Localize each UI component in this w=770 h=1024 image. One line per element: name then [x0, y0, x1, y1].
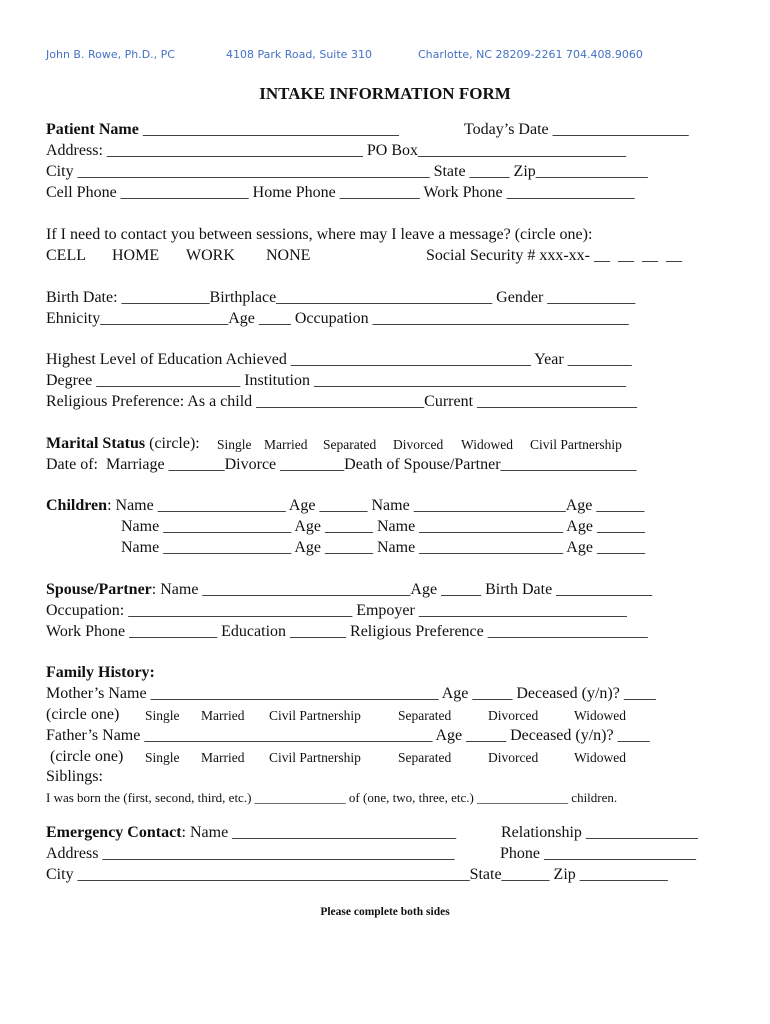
marital-status-row [46, 434, 200, 454]
children-row-3[interactable]: Name ________________ Age ______ Name __________________ Age ______ [121, 539, 645, 556]
marital-married[interactable]: Married [264, 437, 308, 452]
mother-widowed[interactable]: Widowed [574, 708, 626, 723]
father-single[interactable]: Single [145, 750, 180, 765]
marital-divorced[interactable]: Divorced [393, 437, 444, 452]
spouse-work-field[interactable]: Work Phone ___________ Education _______ Religious Preference ____________________ [46, 623, 648, 640]
children-label: Children [46, 497, 108, 514]
option-none[interactable]: NONE [266, 247, 311, 264]
children-row-1[interactable] [46, 496, 644, 516]
marital-single[interactable]: Single [217, 437, 252, 452]
birth-order-field[interactable]: I was born the (first, second, third, etc.) ______________ of (one, two, three, etc.) ______________ children. [46, 790, 618, 805]
address-field[interactable]: Address: ________________________________ PO Box__________________________ [46, 142, 627, 159]
mother-separated[interactable]: Separated [398, 708, 452, 723]
option-home[interactable]: HOME [112, 247, 160, 264]
marital-circle-label: (circle): [145, 435, 200, 452]
option-work[interactable]: WORK [186, 247, 235, 264]
marital-separated[interactable]: Separated [323, 437, 377, 452]
family-history-heading: Family History: [46, 664, 155, 681]
mother-civil-partnership[interactable]: Civil Partnership [269, 708, 361, 723]
degree-field[interactable]: Degree __________________ Institution _______________________________________ [46, 372, 626, 389]
children-fields-1[interactable]: : Name ________________ Age ______ Name ___________________Age ______ [107, 497, 645, 514]
emergency-row-1[interactable] [46, 823, 456, 843]
emergency-city-field[interactable]: City _________________________________________________State______ Zip ___________ [46, 866, 668, 883]
children-row-2[interactable]: Name ________________ Age ______ Name __________________ Age ______ [121, 518, 645, 535]
spouse-label: Spouse/Partner [46, 581, 152, 598]
ssn-field[interactable]: Social Security # xxx-xx- __ __ __ __ [426, 247, 682, 264]
city-field[interactable]: City ____________________________________________ State _____ Zip______________ [46, 163, 648, 180]
father-civil-partnership[interactable]: Civil Partnership [269, 750, 361, 765]
ethnicity-field[interactable]: Ehnicity________________Age ____ Occupation ________________________________ [46, 310, 629, 327]
form-title: INTAKE INFORMATION FORM [259, 84, 511, 103]
birth-field[interactable]: Birth Date: ___________Birthplace___________________________ Gender ___________ [46, 289, 636, 306]
father-field[interactable]: Father’s Name ____________________________________ Age _____ Deceased (y/n)? ____ [46, 727, 650, 744]
father-circle-label: (circle one) [46, 748, 124, 765]
marital-civil-partnership[interactable]: Civil Partnership [530, 437, 622, 452]
mother-single[interactable]: Single [145, 708, 180, 723]
marital-status-label: Marital Status [46, 435, 146, 452]
father-widowed[interactable]: Widowed [574, 750, 626, 765]
marital-dates-field[interactable]: Date of: Marriage _______Divorce ________Death of Spouse/Partner_________________ [46, 456, 637, 473]
todays-date-field[interactable]: Today’s Date _________________ [464, 121, 689, 138]
spouse-fields-1[interactable]: : Name __________________________Age _____ Birth Date ____________ [151, 581, 653, 598]
siblings-label: Siblings: [46, 768, 103, 785]
father-divorced[interactable]: Divorced [488, 750, 539, 765]
spouse-occupation-field[interactable]: Occupation: ____________________________ Empoyer __________________________ [46, 602, 627, 619]
message-question: If I need to contact you between sessions, where may I leave a message? (circle one): [46, 226, 593, 243]
footer-note: Please complete both sides [320, 906, 450, 918]
letterhead [0, 48, 770, 64]
emergency-name-field[interactable]: : Name ____________________________ [181, 824, 457, 841]
emergency-phone-field[interactable]: Phone ___________________ [500, 845, 696, 862]
mother-divorced[interactable]: Divorced [488, 708, 539, 723]
option-cell[interactable]: CELL [46, 247, 86, 264]
spouse-row-1[interactable] [46, 580, 652, 600]
practice-city-phone: Charlotte, NC 28209-2261 704.408.9060 [418, 48, 643, 61]
patient-name-row[interactable] [46, 120, 399, 140]
father-married[interactable]: Married [201, 750, 245, 765]
patient-name-field[interactable]: ________________________________ [138, 121, 399, 138]
marital-widowed[interactable]: Widowed [461, 437, 513, 452]
practice-name: John B. Rowe, Ph.D., PC [46, 48, 175, 61]
emergency-label: Emergency Contact [46, 824, 182, 841]
mother-field[interactable]: Mother’s Name ____________________________________ Age _____ Deceased (y/n)? ____ [46, 685, 656, 702]
phones-field[interactable]: Cell Phone ________________ Home Phone __________ Work Phone ________________ [46, 184, 635, 201]
patient-name-label: Patient Name [46, 121, 139, 138]
mother-circle-label: (circle one) [46, 706, 120, 723]
emergency-relationship-field[interactable]: Relationship ______________ [501, 824, 698, 841]
practice-address: 4108 Park Road, Suite 310 [226, 48, 372, 61]
religion-field[interactable]: Religious Preference: As a child _____________________Current ____________________ [46, 393, 638, 410]
mother-married[interactable]: Married [201, 708, 245, 723]
family-history-label [46, 663, 155, 683]
father-separated[interactable]: Separated [398, 750, 452, 765]
education-field[interactable]: Highest Level of Education Achieved ______________________________ Year ________ [46, 351, 632, 368]
emergency-address-field[interactable]: Address ____________________________________________ [46, 845, 455, 862]
